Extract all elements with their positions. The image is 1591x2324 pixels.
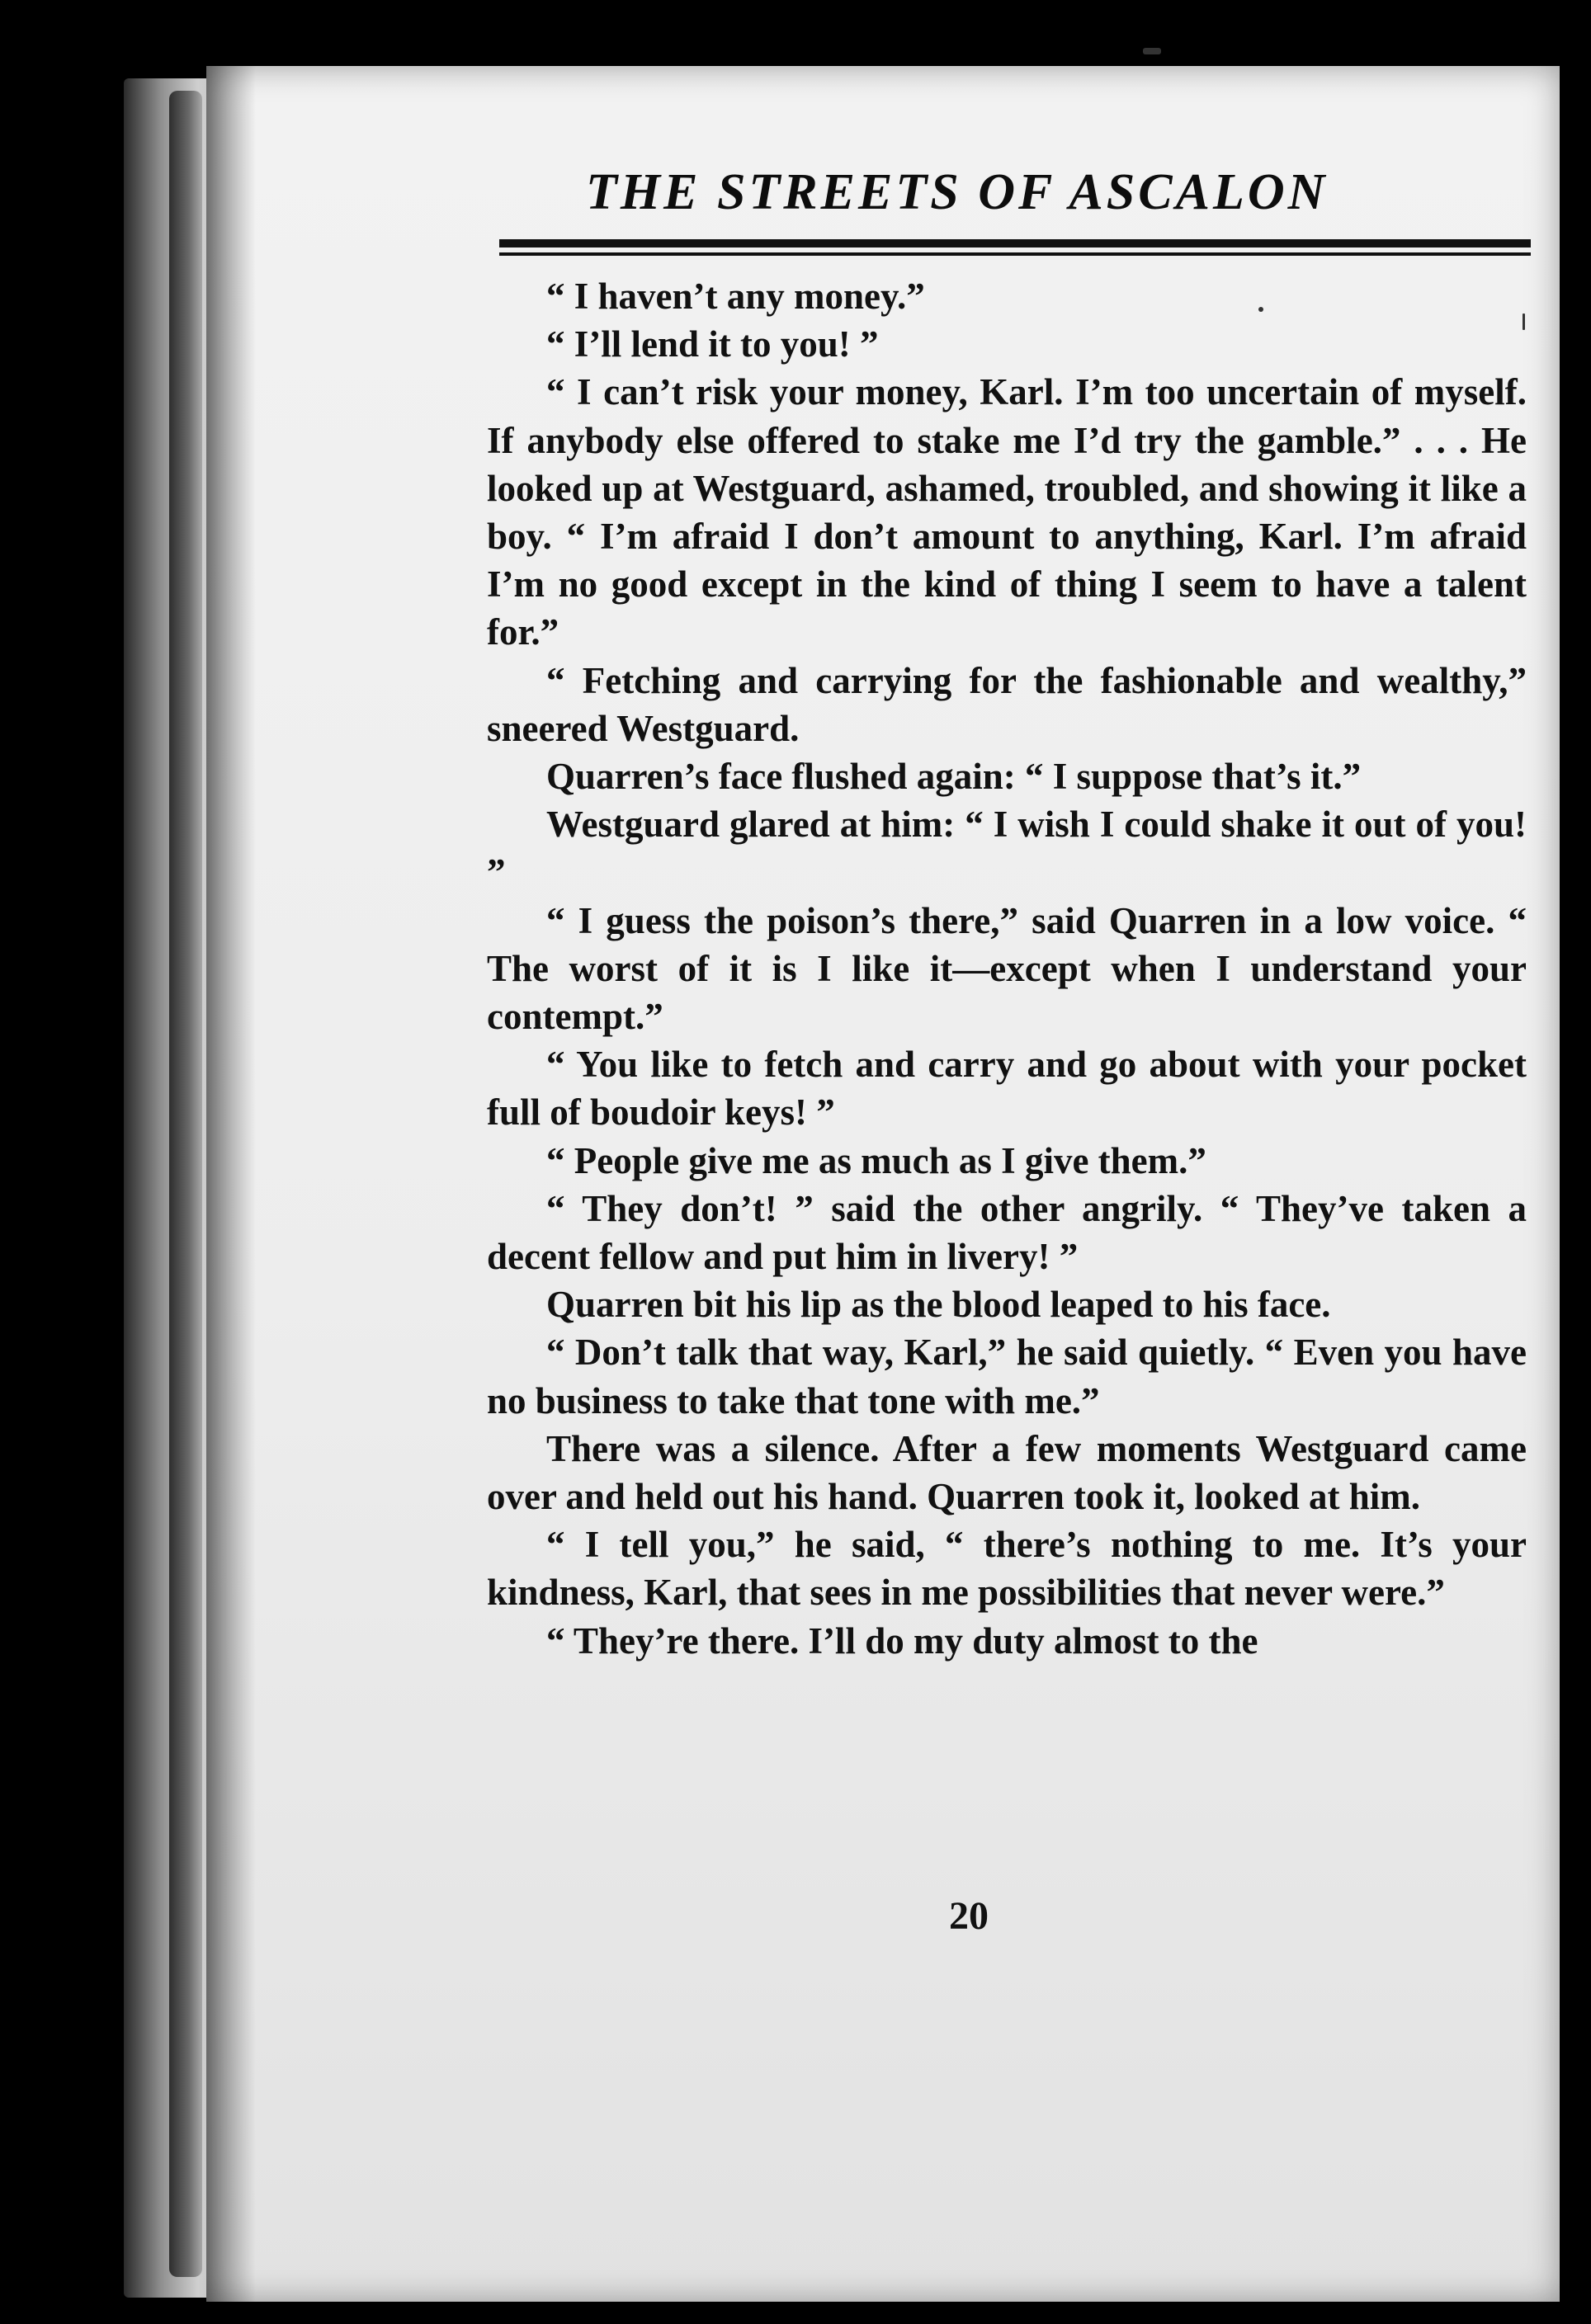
header-rule-thin	[499, 252, 1531, 256]
paragraph: “ Fetching and carrying for the fashionable and wealthy,” sneered Westguard.	[487, 659, 1527, 749]
header-rule-thick	[499, 239, 1531, 247]
paragraph: There was a silence. After a few moments Westguard came over and held out his hand. Quarren took it, looked at him.	[487, 1427, 1527, 1518]
paragraph: Quarren’s face flushed again: “ I suppose that’s it.”	[546, 756, 1362, 798]
paragraph: “ I’ll lend it to you! ”	[546, 323, 879, 365]
paragraph: “ I haven’t any money.”	[546, 276, 925, 317]
page-number: 20	[949, 1894, 989, 1938]
paragraph: “ I can’t risk your money, Karl. I’m too uncertain of myself. If anybody else offered to stake me I’d try the gamble.” . . . He looked up at Westguard, ashamed, troubled, and showing it like a boy. “ I’m afraid I don’t amount to anything, Karl. I’m afraid I’m no good except in the kind of thing I seem to have a talent for.”	[487, 371, 1527, 653]
page-gutter-curl	[169, 91, 202, 2277]
paragraph: “ I guess the poison’s there,” said Quarren in a low voice. “ The worst of it is I like it—except when I understand your contempt.”	[487, 899, 1527, 1038]
page-gutter-shadow	[206, 66, 256, 2302]
scan-speck	[1258, 307, 1263, 312]
paragraph: “ I tell you,” he said, “ there’s nothing to me. It’s your kindness, Karl, that sees in me possibilities that never were.”	[487, 1524, 1527, 1614]
paragraph: Quarren bit his lip as the blood leaped to his face.	[546, 1284, 1331, 1326]
scan-speck	[1523, 313, 1525, 330]
paragraph: “ You like to fetch and carry and go about with your pocket full of boudoir keys! ”	[487, 1044, 1527, 1134]
paragraph: “ They’re there. I’ll do my duty almost to the	[546, 1619, 1258, 1662]
running-head: THE STREETS OF ASCALON	[586, 164, 1329, 220]
paragraph: “ They don’t! ” said the other angrily. “ They’ve taken a decent fellow and put him in livery! ”	[487, 1187, 1527, 1278]
body-text	[487, 272, 1527, 1665]
scan-speck	[1143, 48, 1161, 54]
paragraph: Westguard glared at him: “ I wish I could shake it out of you! ”	[487, 804, 1527, 893]
paragraph: “ People give me as much as I give them.”	[546, 1139, 1206, 1181]
paragraph: “ Don’t talk that way, Karl,” he said quietly. “ Even you have no business to take that tone with me.”	[487, 1332, 1527, 1421]
